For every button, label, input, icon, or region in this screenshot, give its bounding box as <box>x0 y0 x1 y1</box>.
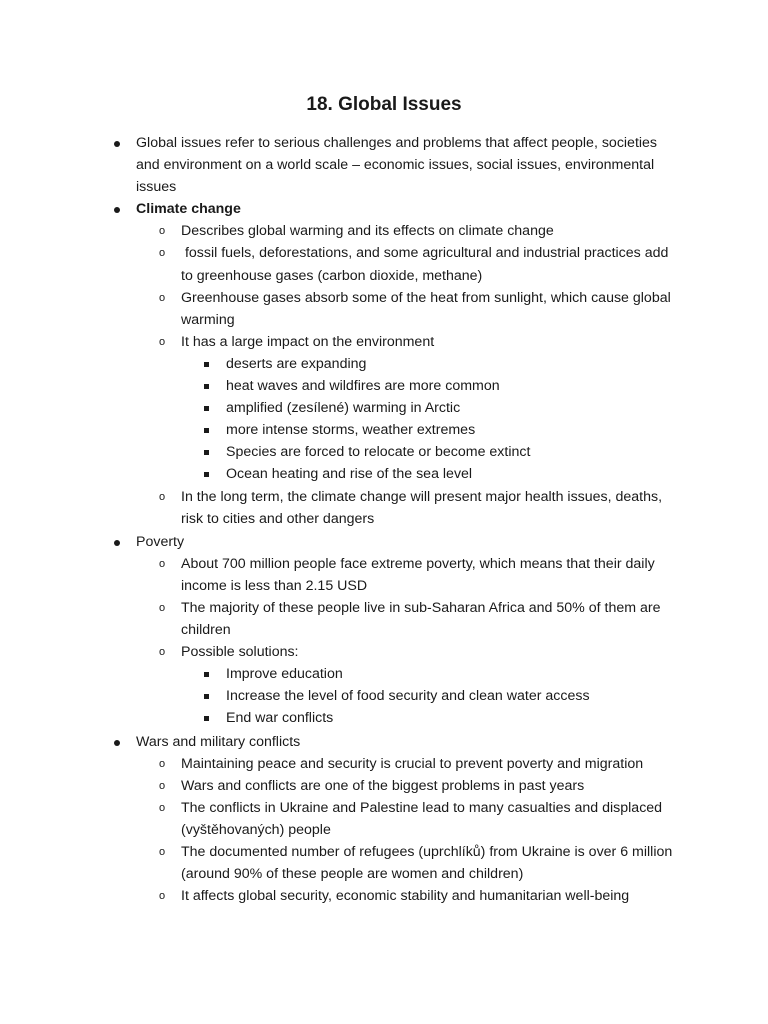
impact-text: deserts are expanding <box>226 355 367 372</box>
poverty-item <box>0 553 676 597</box>
square-bullet-icon <box>204 428 209 433</box>
climate-item <box>0 331 676 353</box>
square-bullet-icon <box>204 472 209 477</box>
impact-text: more intense storms, weather extremes <box>226 422 476 439</box>
climate-heading: Climate change <box>136 201 241 218</box>
circle-bullet-icon: o <box>159 801 166 814</box>
poverty-heading: Poverty <box>136 533 185 550</box>
wars-item <box>0 841 676 885</box>
impact-item <box>0 397 676 419</box>
intro-text: Global issues refer to serious challenges and problems that affect people, societies and environment on a world scale – economic issues, social issues, environmental issues <box>136 135 658 196</box>
wars-item-text: The conflicts in Ukraine and Palestine lead to many casualties and displaced (vyštěhovaných) people <box>181 799 663 838</box>
page-title: 18. Global Issues <box>306 94 462 115</box>
impact-item <box>0 441 676 463</box>
circle-bullet-icon: o <box>159 890 166 903</box>
bullet-icon <box>114 198 120 220</box>
solution-text: Improve education <box>226 666 343 683</box>
wars-item-text: Wars and conflicts are one of the biggest problems in past years <box>181 777 585 794</box>
square-bullet-icon <box>204 716 209 721</box>
circle-bullet-icon: o <box>159 490 166 503</box>
solution-item <box>0 707 676 729</box>
solution-item <box>0 685 676 707</box>
circle-bullet-icon: o <box>159 557 166 570</box>
poverty-item-text: About 700 million people face extreme poverty, which means that their daily income is less than 2.15 USD <box>181 555 655 594</box>
square-bullet-icon <box>204 362 209 367</box>
impact-text: heat waves and wildfires are more common <box>226 378 500 395</box>
wars-item-text: It affects global security, economic stability and humanitarian well-being <box>181 888 630 905</box>
climate-item-text: Greenhouse gases absorb some of the heat from sunlight, which cause global warming <box>181 289 671 328</box>
impact-text: Species are forced to relocate or become extinct <box>226 444 531 461</box>
circle-bullet-icon: o <box>159 335 166 348</box>
list-item-intro <box>0 132 676 198</box>
circle-bullet-icon: o <box>159 757 166 770</box>
poverty-item-text: Possible solutions: <box>181 644 299 661</box>
impact-item <box>0 353 676 375</box>
solution-item <box>0 663 676 685</box>
square-bullet-icon <box>204 694 209 699</box>
impact-text: amplified (zesílené) warming in Arctic <box>226 400 461 417</box>
circle-bullet-icon: o <box>159 846 166 858</box>
circle-bullet-icon: o <box>159 779 166 792</box>
climate-item-text: Describes global warming and its effects on climate change <box>181 223 554 240</box>
wars-heading: Wars and military conflicts <box>136 733 301 750</box>
wars-item-text: The documented number of refugees (uprchlíků) from Ukraine is over 6 million (around 90% of these people are women and children) <box>181 844 673 883</box>
document-body <box>0 132 768 907</box>
bullet-icon <box>114 731 120 753</box>
square-bullet-icon <box>204 384 209 389</box>
list-item-wars <box>0 731 676 753</box>
square-bullet-icon <box>204 672 209 677</box>
wars-item <box>0 797 676 841</box>
climate-long-term-text: In the long term, the climate change will present major health issues, deaths, risk to cities and other dangers <box>181 488 663 527</box>
circle-bullet-icon: o <box>159 601 166 614</box>
climate-item-text: It has a large impact on the environment <box>181 333 435 350</box>
impact-item <box>0 463 676 485</box>
climate-item <box>0 242 676 286</box>
wars-item <box>0 753 676 775</box>
wars-item <box>0 775 676 797</box>
bullet-icon <box>114 531 120 553</box>
impact-item <box>0 419 676 441</box>
poverty-item <box>0 641 676 663</box>
climate-item-text: fossil fuels, deforestations, and some agricultural and industrial practices add to greenhouse gases (carbon dioxide, methane) <box>181 245 673 284</box>
square-bullet-icon <box>204 406 209 411</box>
main-list <box>0 132 768 907</box>
circle-bullet-icon: o <box>159 247 166 260</box>
bullet-icon <box>114 132 120 154</box>
solution-text: Increase the level of food security and clean water access <box>226 688 590 705</box>
wars-item-text: Maintaining peace and security is crucial to prevent poverty and migration <box>181 755 644 772</box>
climate-item <box>0 220 676 242</box>
impact-item <box>0 375 676 397</box>
poverty-item <box>0 597 676 641</box>
circle-bullet-icon: o <box>159 291 166 304</box>
circle-bullet-icon: o <box>159 225 166 238</box>
solution-text: End war conflicts <box>226 710 334 727</box>
square-bullet-icon <box>204 450 209 455</box>
wars-item <box>0 885 676 907</box>
climate-item <box>0 486 676 530</box>
impact-text: Ocean heating and rise of the sea level <box>226 466 473 483</box>
climate-item <box>0 287 676 331</box>
list-item-poverty <box>0 531 676 553</box>
list-item-climate-change <box>0 198 676 220</box>
poverty-item-text: The majority of these people live in sub-Saharan Africa and 50% of them are children <box>181 599 661 639</box>
circle-bullet-icon: o <box>159 646 166 659</box>
